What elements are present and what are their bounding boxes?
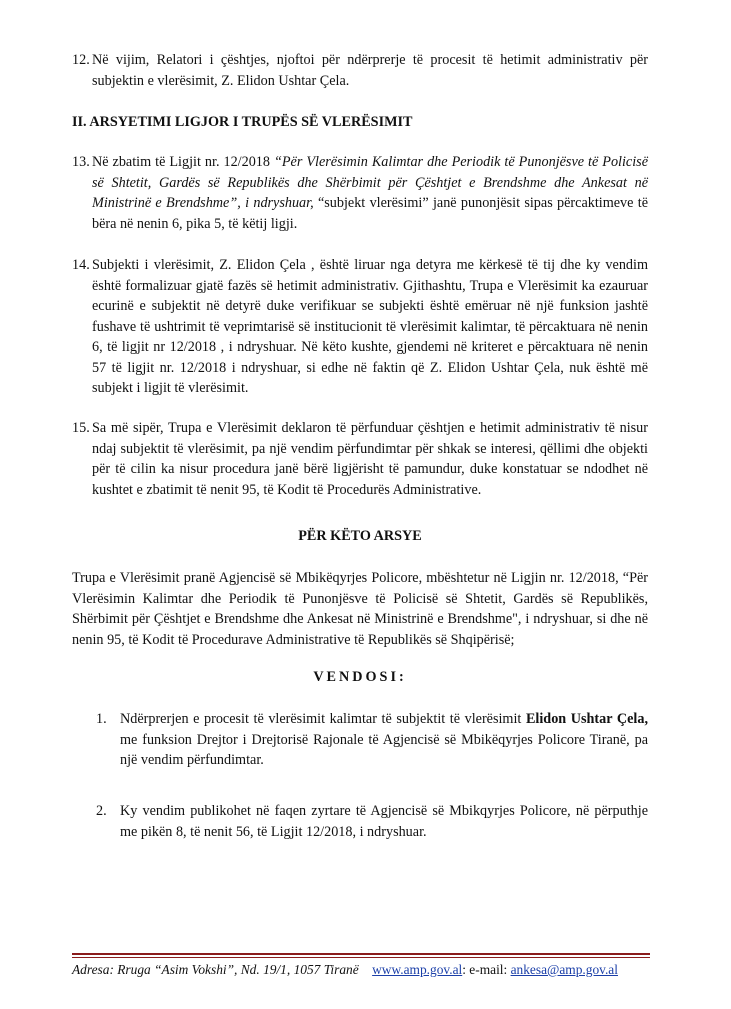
law-title-italic: “Për Vlerësimin Kalimtar dhe Periodik të Punonjësve të Policisë së Shtetit, Gardës së Republikës dhe Shërbimit për Çështjet e Brendshme dhe Ankesat në Ministrinë e Brendshme”, i ndryshuar, bbox=[92, 154, 648, 211]
paragraph-text-pre: Në zbatim të Ligjit nr. 12/2018 bbox=[92, 154, 274, 170]
footer-divider bbox=[72, 953, 650, 955]
decision-text-pre: Ndërprerjen e procesit të vlerësimit kalimtar të subjektit të vlerësimit bbox=[120, 711, 526, 727]
paragraph-number: 15. bbox=[72, 420, 90, 436]
decision-number: 1. bbox=[96, 711, 107, 727]
decision-item-1 bbox=[96, 709, 648, 771]
paragraph-number: 12. bbox=[72, 52, 90, 68]
paragraph-12 bbox=[72, 50, 648, 91]
reasons-heading: PËR KËTO ARSYE bbox=[298, 528, 422, 544]
paragraph-number: 13. bbox=[72, 154, 90, 170]
subject-name-bold: Elidon Ushtar Çela, bbox=[525, 711, 648, 727]
reasons-paragraph: Trupa e Vlerësimit pranë Agjencisë së Mbikëqyrjes Policore, mbështetur në Ligjin nr. 12/2018, “Për Vlerësimin Kalimtar dhe Periodik të Punonjësve të Policisë së Shtetit, Gardës së Republikës, Shërbimit për Çështjet e Brendshme dhe Ankesat në Ministrinë e Brendshme", i ndryshuar, si dhe në nenin 95, të Kodit të Procedurave Administrative të Republikës së Shqipërisë; bbox=[72, 570, 648, 648]
decision-heading: VENDOSI: bbox=[313, 669, 407, 685]
footer bbox=[72, 962, 650, 978]
section-heading: II. ARSYETIMI LIGJOR I TRUPËS SË VLERËSIMIT bbox=[72, 114, 413, 130]
paragraph-14 bbox=[72, 255, 648, 399]
paragraph-text: Subjekti i vlerësimit, Z. Elidon Çela , është liruar nga detyra me kërkesë të tij dhe ky vendim është formalizuar gjatë fazës së hetimit administrativ. Gjithashtu, Trupa e Vlerësimit ka ezauruar ecurinë e subjektit në detyrë duke verifikuar se subjekti është emëruar në një funksion jashtë fushave të ushtrimit të veprimtarisë së institucionit të vlerësimit kalimtar, të përcaktuara në nenin 6, të ligjit nr 12/2018 , i ndryshuar. Në këto kushte, gjendemi në kriteret e përcaktuara në nenin 57 të ligjit nr. 12/2018 i ndryshuar, si edhe në faktin që Z. Elidon Ushtar Çela, nuk është më subjekt i ligjit të vlerësimit. bbox=[92, 257, 648, 396]
decision-text-post: me funksion Drejtor i Drejtorisë Rajonale të Agjencisë së Mbikëqyrjes Policore Tiranë, pa një vendim përfundimtar. bbox=[120, 731, 648, 768]
footer-divider-thin bbox=[72, 957, 650, 958]
decision-text: Ky vendim publikohet në faqen zyrtare të Agjencisë së Mbikqyrjes Policore, në përputhje me pikën 8, të nenit 56, të Ligjit 12/2018, i ndryshuar. bbox=[120, 803, 648, 840]
paragraph-text bbox=[92, 152, 648, 234]
paragraph-number: 14. bbox=[72, 257, 90, 273]
website-link[interactable]: www.amp.gov.al bbox=[372, 962, 463, 977]
paragraph-text-post: “subjekt vlerësimi” janë punonjësit sipas përcaktimeve të bëra në nenin 6, pika 5, të këtij ligji. bbox=[92, 195, 648, 232]
paragraph-text: Në vijim, Relatori i çështjes, njoftoi për ndërprerje të procesit të hetimit administrativ për subjektin e vlerësimit, Z. Elidon Ushtar Çela. bbox=[92, 52, 648, 89]
footer-address: Adresa: Rruga “Asim Vokshi”, Nd. 19/1, 1057 Tiranë bbox=[72, 962, 359, 977]
decision-item-2 bbox=[96, 801, 648, 842]
paragraph-13 bbox=[72, 152, 648, 234]
decision-number: 2. bbox=[96, 803, 107, 819]
email-label: : e-mail: bbox=[462, 962, 511, 977]
paragraph-text: Sa më sipër, Trupa e Vlerësimit deklaron të përfunduar çështjen e hetimit administrativ të nisur ndaj subjektit të vlerësimit, pa një vendim përfundimtar për shkak se interesi, qëllimi dhe objekti për të cilin ka nisur procedura janë bërë ligjërisht të pamundur, duke konstatuar se ndodhet në kushtet e zbatimit të nenit 95, të Kodit të Procedurës Administrative. bbox=[92, 420, 648, 498]
paragraph-15 bbox=[72, 418, 648, 500]
email-link[interactable]: ankesa@amp.gov.al bbox=[510, 962, 618, 977]
decision-text bbox=[120, 709, 648, 771]
